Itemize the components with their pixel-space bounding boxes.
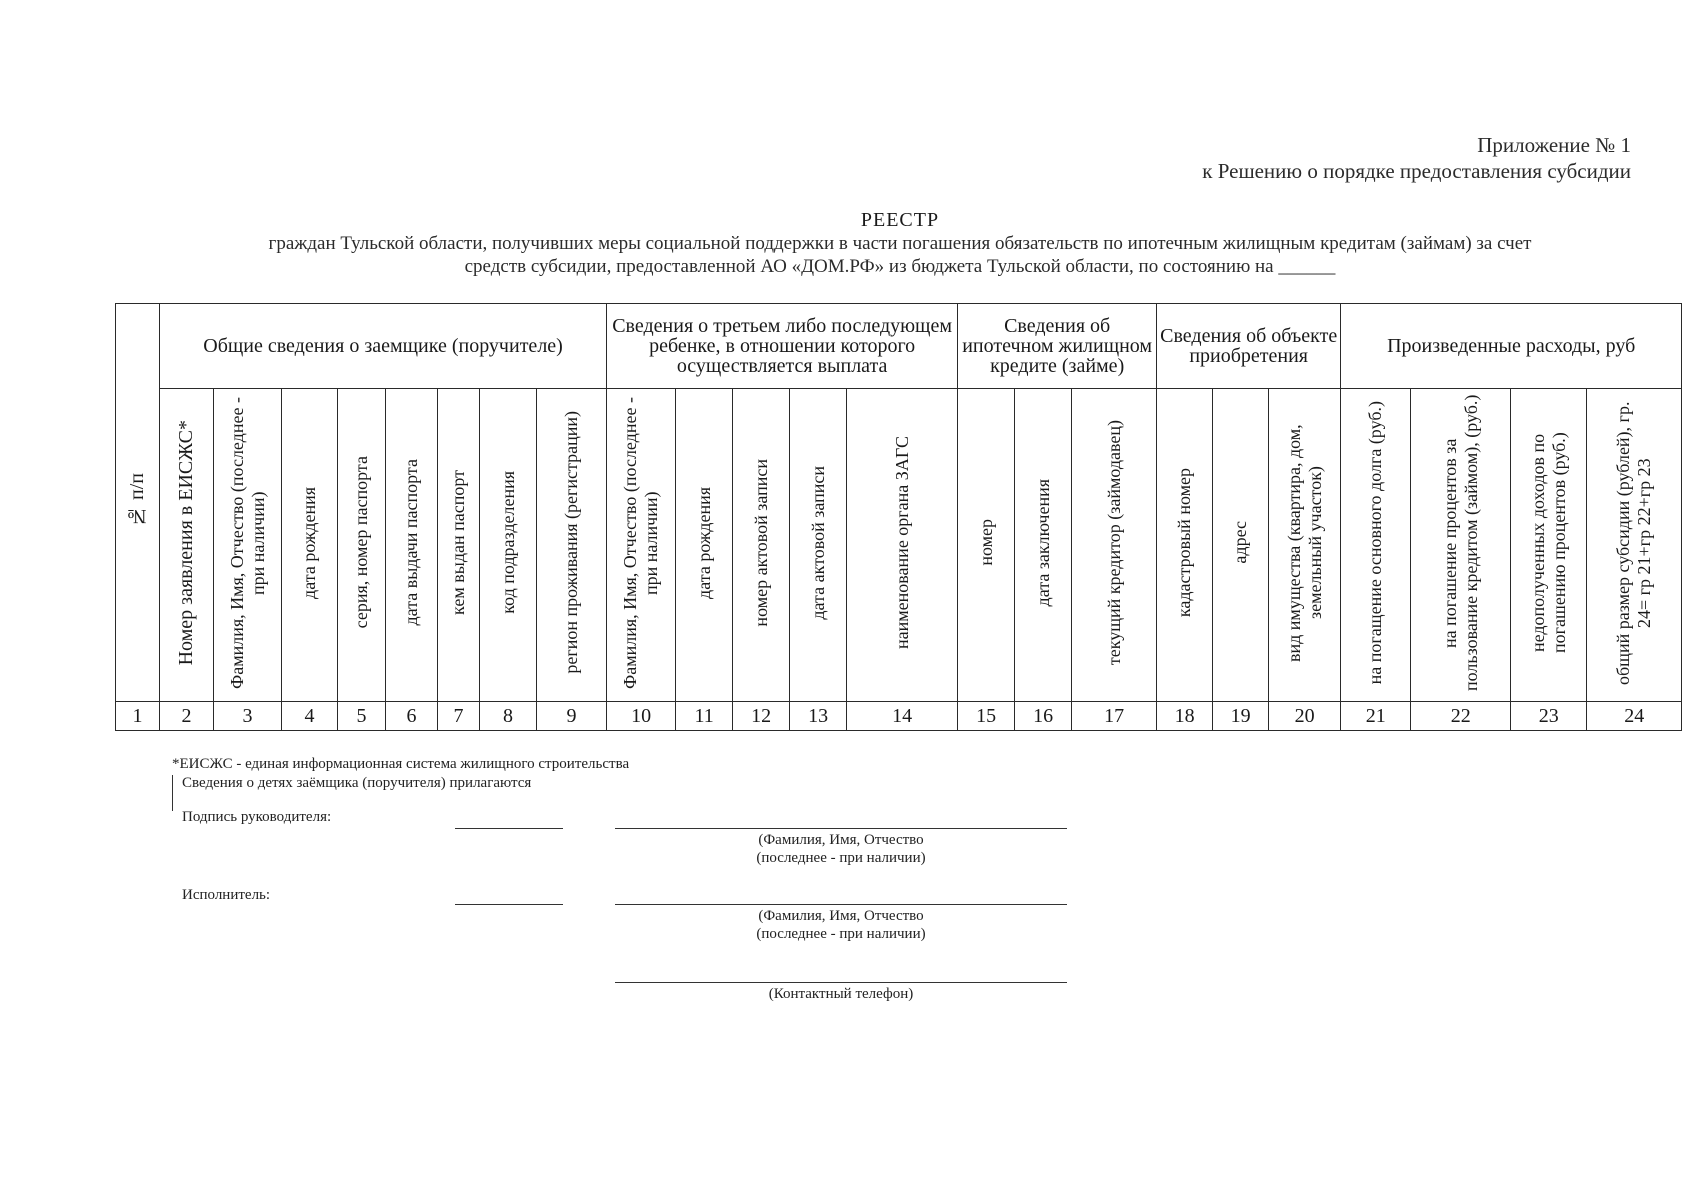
column-number: 2 bbox=[160, 702, 214, 731]
column-number: 22 bbox=[1411, 702, 1511, 731]
appendix-reference: к Решению о порядке предоставления субсидии bbox=[1202, 159, 1631, 183]
col-header-14: наименование органа ЗАГС bbox=[847, 389, 958, 702]
registry-table bbox=[115, 303, 1682, 731]
group-header-object: Сведения об объекте приобретения bbox=[1157, 304, 1341, 389]
column-number: 11 bbox=[676, 702, 733, 731]
column-number: 8 bbox=[480, 702, 537, 731]
executor-name-caption: (Фамилия, Имя, Отчество (последнее - при наличии) bbox=[756, 908, 926, 942]
col-header-15: номер bbox=[958, 389, 1015, 702]
col-header-9: регион проживания (регистрации) bbox=[537, 389, 607, 702]
head-signature-label: Подпись руководителя: bbox=[182, 809, 332, 825]
column-number: 23 bbox=[1511, 702, 1587, 731]
footnote-eisjs: *ЕИСЖС - единая информационная система жилищного строительства bbox=[172, 756, 630, 772]
col-header-17: текущий кредитор (займодавец) bbox=[1072, 389, 1157, 702]
col-header-16: дата заключения bbox=[1015, 389, 1072, 702]
col-header-3: Фамилия, Имя, Отчество (последнее - при наличии) bbox=[214, 389, 282, 702]
column-number: 7 bbox=[438, 702, 480, 731]
col-header-5: серия, номер паспорта bbox=[338, 389, 386, 702]
appendix-header bbox=[1202, 132, 1631, 184]
col-header-7: кем выдан паспорт bbox=[438, 389, 480, 702]
group-header-expenses: Произведенные расходы, руб bbox=[1341, 304, 1682, 389]
document-title: РЕЕСТР bbox=[860, 209, 940, 231]
phone-caption: (Контактный телефон) bbox=[768, 986, 914, 1002]
document-subtitle-line-1: граждан Тульской области, получивших меры социальной поддержки в части погашения обязательств по ипотечным жилищным кредитам (займам) за счет bbox=[268, 233, 1532, 254]
phone-line bbox=[615, 982, 1067, 983]
head-name-caption: (Фамилия, Имя, Отчество (последнее - при наличии) bbox=[756, 832, 926, 866]
column-number: 12 bbox=[733, 702, 790, 731]
head-signature-line bbox=[455, 828, 563, 829]
column-number: 9 bbox=[537, 702, 607, 731]
column-number: 3 bbox=[214, 702, 282, 731]
executor-signature-line bbox=[455, 904, 563, 905]
column-number: 24 bbox=[1587, 702, 1682, 731]
column-number: 6 bbox=[386, 702, 438, 731]
column-number-row bbox=[116, 702, 1682, 731]
col-header-19: адрес bbox=[1213, 389, 1269, 702]
column-number: 14 bbox=[847, 702, 958, 731]
document-heading bbox=[150, 208, 1650, 278]
col-header-20: вид имущества (квартира, дом, земельный участок) bbox=[1269, 389, 1341, 702]
column-number: 16 bbox=[1015, 702, 1072, 731]
column-number: 5 bbox=[338, 702, 386, 731]
executor-label: Исполнитель: bbox=[182, 887, 271, 903]
col-header-22: на погашение процентов за пользование кредитом (займом), (руб.) bbox=[1411, 389, 1511, 702]
column-number: 1 bbox=[116, 702, 160, 731]
col-header-10: Фамилия, Имя, Отчество (последнее - при наличии) bbox=[607, 389, 676, 702]
col-header-11: дата рождения bbox=[676, 389, 733, 702]
column-number: 13 bbox=[790, 702, 847, 731]
head-name-line bbox=[615, 828, 1067, 829]
col-header-8: код подразделения bbox=[480, 389, 537, 702]
col-header-4: дата рождения bbox=[282, 389, 338, 702]
column-number: 19 bbox=[1213, 702, 1269, 731]
column-number: 4 bbox=[282, 702, 338, 731]
appendix-number: Приложение № 1 bbox=[1477, 133, 1631, 157]
margin-bar bbox=[172, 775, 173, 811]
column-number: 18 bbox=[1157, 702, 1213, 731]
group-header-child: Сведения о третьем либо последующем ребенке, в отношении которого осуществляется выплата bbox=[607, 304, 958, 389]
col-header-6: дата выдачи паспорта bbox=[386, 389, 438, 702]
group-header-borrower: Общие сведения о заемщике (поручителе) bbox=[160, 304, 607, 389]
column-number: 15 bbox=[958, 702, 1015, 731]
col-header-1: № п/п bbox=[116, 304, 160, 702]
col-header-21: на погащение основного долга (руб.) bbox=[1341, 389, 1411, 702]
column-number: 21 bbox=[1341, 702, 1411, 731]
col-header-13: дата актовой записи bbox=[790, 389, 847, 702]
column-number: 10 bbox=[607, 702, 676, 731]
column-number: 20 bbox=[1269, 702, 1341, 731]
col-header-12: номер актовой записи bbox=[733, 389, 790, 702]
col-header-24: общий размер субсидии (рублей), гр. 24= гр 21+гр 22+гр 23 bbox=[1587, 389, 1682, 702]
col-header-23: недополученных доходов по погашению процентов (руб.) bbox=[1511, 389, 1587, 702]
col-header-2: Номер заявления в ЕИСЖС* bbox=[160, 389, 214, 702]
executor-name-line bbox=[615, 904, 1067, 905]
document-subtitle-line-2: средств субсидии, предоставленной АО «ДОМ.РФ» из бюджета Тульской области, по состоянию на ______ bbox=[464, 256, 1336, 277]
group-header-mortgage: Сведения об ипотечном жилищном кредите (займе) bbox=[958, 304, 1157, 389]
column-number: 17 bbox=[1072, 702, 1157, 731]
col-header-18: кадастровый номер bbox=[1157, 389, 1213, 702]
footnote-children: Сведения о детях заёмщика (поручителя) прилагаются bbox=[182, 775, 532, 791]
